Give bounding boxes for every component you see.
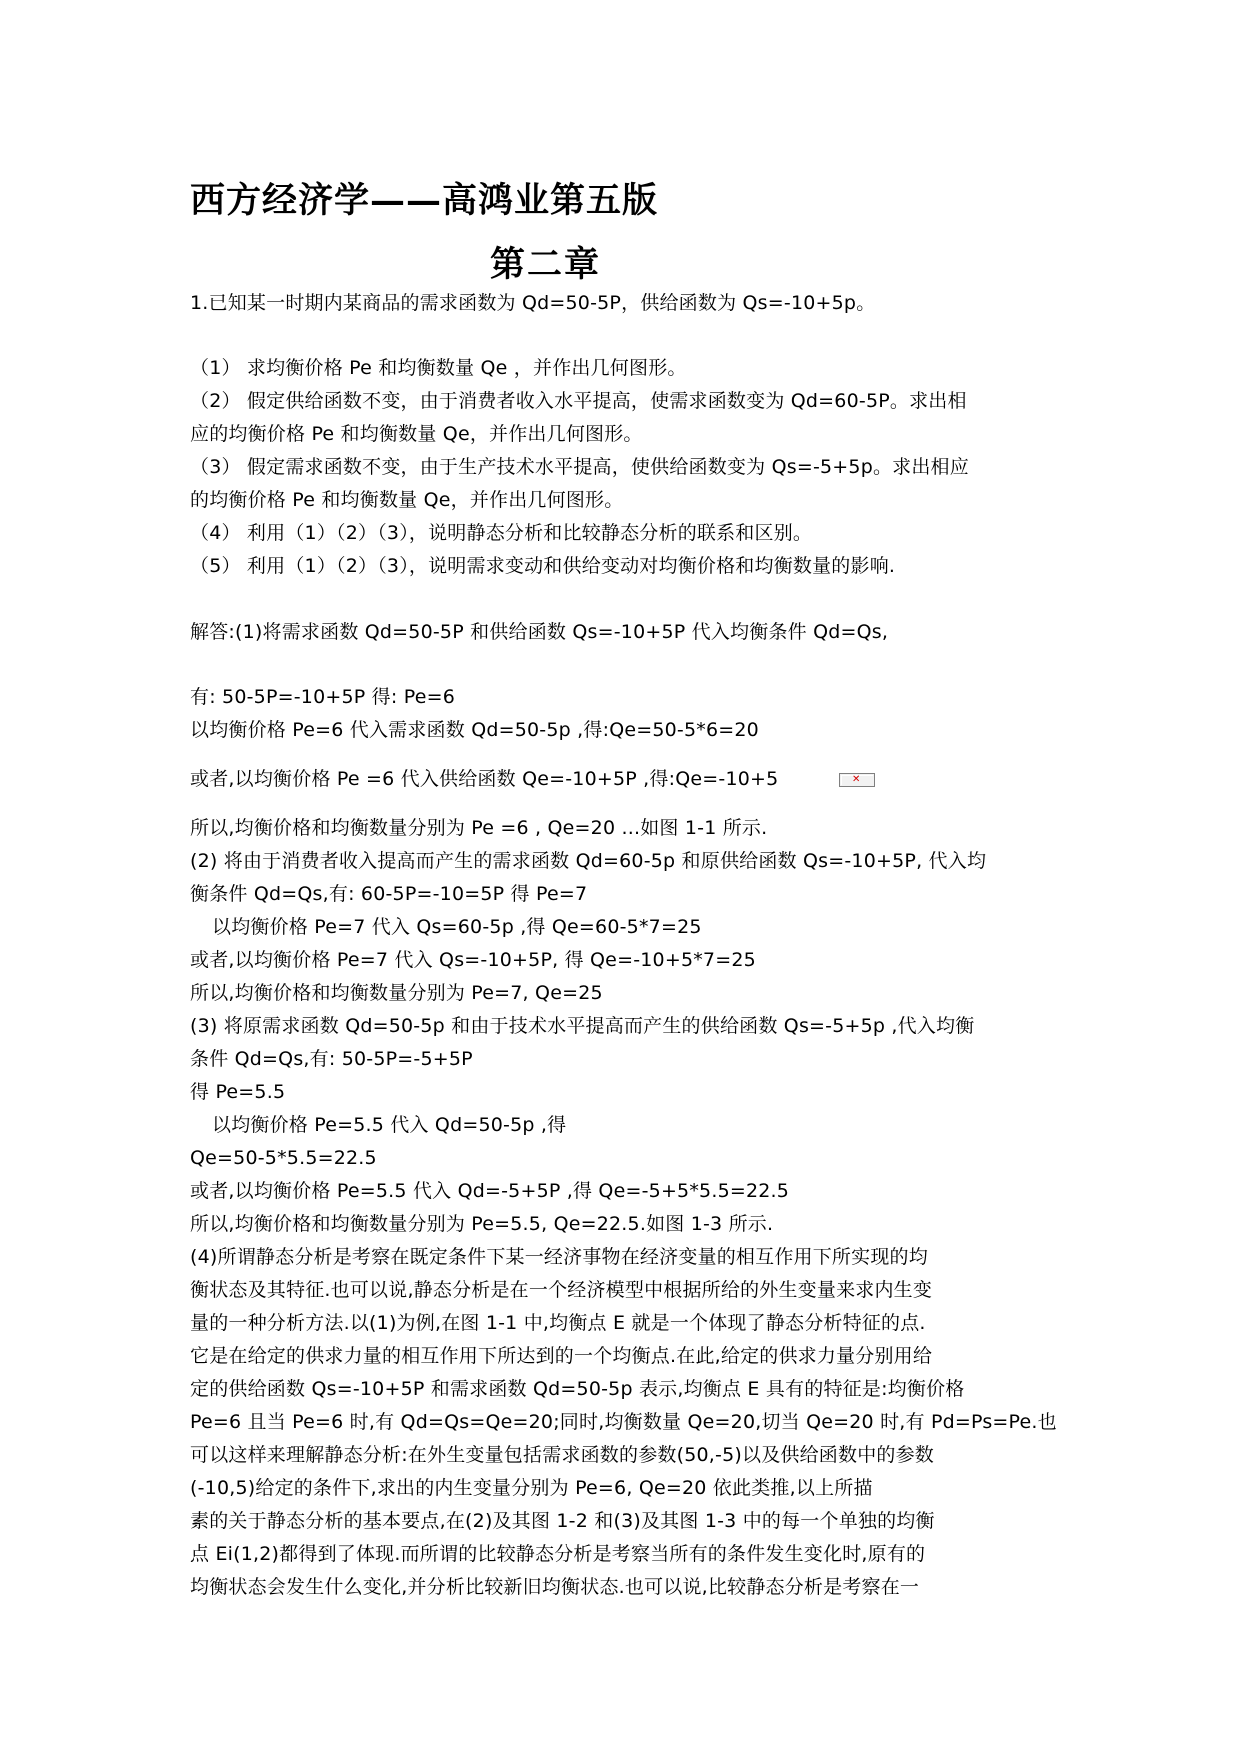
answer-line: 点 Ei(1,2)都得到了体现.而所谓的比较静态分析是考察当所有的条件发生变化时,原有的: [190, 1543, 926, 1565]
answer-line: 或者,以均衡价格 Pe=7 代入 Qs=-10+5P, 得 Qe=-10+5*7=25: [190, 949, 756, 971]
answer-line: Pe=6 且当 Pe=6 时,有 Qd=Qs=Qe=20;同时,均衡数量 Qe=20,切当 Qe=20 时,有 Pd=Ps=Pe.也: [190, 1411, 1057, 1433]
answer-line: 均衡状态会发生什么变化,并分析比较新旧均衡状态.也可以说,比较静态分析是考察在一: [190, 1576, 920, 1598]
document-title: 西方经济学——高鸿业第五版: [190, 180, 659, 221]
question-5: （5） 利用（1）（2）（3），说明需求变动和供给变动对均衡价格和均衡数量的影响.: [190, 555, 896, 577]
answer-line: 所以,均衡价格和均衡数量分别为 Pe =6 , Qe=20 ...如图 1-1 所示.: [190, 817, 768, 839]
answer-line: 所以,均衡价格和均衡数量分别为 Pe=5.5, Qe=22.5.如图 1-3 所示.: [190, 1213, 774, 1235]
answer-line: 衡条件 Qd=Qs,有: 60-5P=-10=5P 得 Pe=7: [190, 883, 588, 905]
question-1: （1） 求均衡价格 Pe 和均衡数量 Qe ，并作出几何图形。: [190, 357, 687, 379]
question-2-cont: 应的均衡价格 Pe 和均衡数量 Qe，并作出几何图形。: [190, 423, 643, 445]
answer-line: 量的一种分析方法.以(1)为例,在图 1-1 中,均衡点 E 就是一个体现了静态分析特征的点.: [190, 1312, 926, 1334]
answer-line: 以均衡价格 Pe=5.5 代入 Qd=50-5p ,得: [212, 1114, 567, 1136]
answer-line: 它是在给定的供求力量的相互作用下所达到的一个均衡点.在此,给定的供求力量分别用给: [190, 1345, 933, 1367]
answer-line: Qe=50-5*5.5=22.5: [190, 1147, 377, 1169]
chapter-heading: 第二章: [490, 244, 602, 285]
answer-line: 衡状态及其特征.也可以说,静态分析是在一个经济模型中根据所给的外生变量来求内生变: [190, 1279, 933, 1301]
question-3: （3） 假定需求函数不变，由于生产技术水平提高，使供给函数变为 Qs=-5+5p。求出相应: [190, 456, 969, 478]
answer-line: (2) 将由于消费者收入提高而产生的需求函数 Qd=60-5p 和原供给函数 Qs=-10+5P, 代入均: [190, 850, 987, 872]
answer-line: 可以这样来理解静态分析:在外生变量包括需求函数的参数(50,-5)以及供给函数中的参数: [190, 1444, 934, 1466]
answer-line: 所以,均衡价格和均衡数量分别为 Pe=7, Qe=25: [190, 982, 603, 1004]
answer-intro: 解答:(1)将需求函数 Qd=50-5P 和供给函数 Qs=-10+5P 代入均衡条件 Qd=Qs,: [190, 621, 889, 643]
answer-line: (-10,5)给定的条件下,求出的内生变量分别为 Pe=6, Qe=20 依此类推,以上所描: [190, 1477, 873, 1499]
answer-line: (4)所谓静态分析是考察在既定条件下某一经济事物在经济变量的相互作用下所实现的均: [190, 1246, 928, 1268]
answer-line: 或者,以均衡价格 Pe =6 代入供给函数 Qe=-10+5P ,得:Qe=-10+5: [190, 768, 779, 790]
question-2: （2） 假定供给函数不变，由于消费者收入水平提高，使需求函数变为 Qd=60-5P。求出相: [190, 390, 967, 412]
answer-line: 以均衡价格 Pe=7 代入 Qs=60-5p ,得 Qe=60-5*7=25: [212, 916, 702, 938]
answer-line: 素的关于静态分析的基本要点,在(2)及其图 1-2 和(3)及其图 1-3 中的每一个单独的均衡: [190, 1510, 935, 1532]
question-4: （4） 利用（1）（2）（3），说明静态分析和比较静态分析的联系和区别。: [190, 522, 813, 544]
answer-line: 得 Pe=5.5: [190, 1081, 286, 1103]
answer-line: 或者,以均衡价格 Pe=5.5 代入 Qd=-5+5P ,得 Qe=-5+5*5.5=22.5: [190, 1180, 790, 1202]
answer-line: 定的供给函数 Qs=-10+5P 和需求函数 Qd=50-5p 表示,均衡点 E 具有的特征是:均衡价格: [190, 1378, 965, 1400]
answer-line: 有: 50-5P=-10+5P 得: Pe=6: [190, 686, 455, 708]
broken-image-icon: ✕: [839, 773, 875, 787]
question-3-cont: 的均衡价格 Pe 和均衡数量 Qe，并作出几何图形。: [190, 489, 624, 511]
problem-statement: 1.已知某一时期内某商品的需求函数为 Qd=50-5P，供给函数为 Qs=-10+5p。: [190, 292, 876, 314]
answer-line: 条件 Qd=Qs,有: 50-5P=-5+5P: [190, 1048, 473, 1070]
answer-line: (3) 将原需求函数 Qd=50-5p 和由于技术水平提高而产生的供给函数 Qs=-5+5p ,代入均衡: [190, 1015, 975, 1037]
answer-line: 以均衡价格 Pe=6 代入需求函数 Qd=50-5p ,得:Qe=50-5*6=20: [190, 719, 759, 741]
